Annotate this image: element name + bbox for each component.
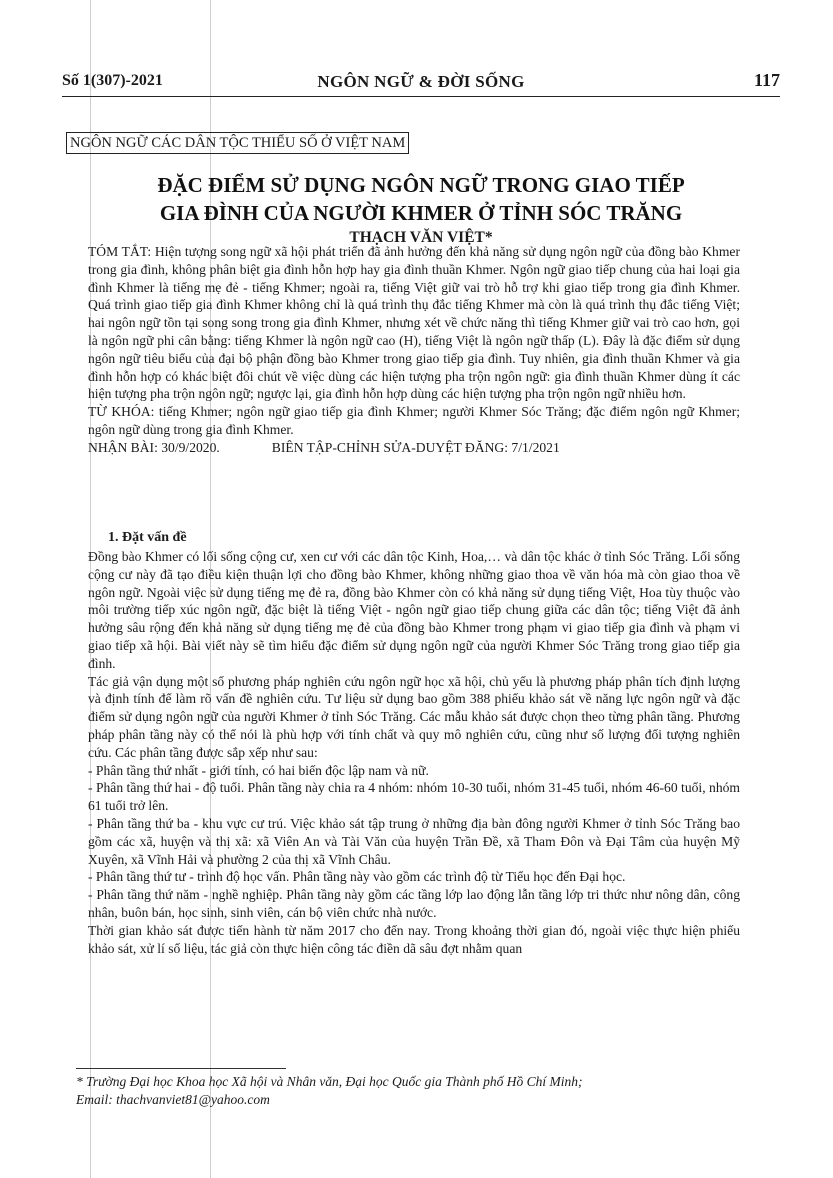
list-item: - Phân tầng thứ hai - độ tuổi. Phân tầng này chia ra 4 nhóm: nhóm 10-30 tuổi, nhóm 31-45 tuổi, nhóm 46-60 tuổi, nhóm 61 tuổi trở lên. — [88, 780, 740, 814]
abstract — [88, 243, 740, 457]
paragraph: Thời gian khảo sát được tiến hành từ năm 2017 cho đến nay. Trong khoảng thời gian đó, ngoài việc thực hiện phiếu khảo sát, xử lí số liệu, tác giả còn thực hiện công tác điền dã sâu đợt nhằm quan — [88, 922, 740, 956]
article-title — [62, 171, 780, 227]
section-heading: 1. Đặt vấn đề — [108, 530, 187, 545]
article-dates — [88, 439, 740, 457]
list-item: - Phân tầng thứ ba - khu vực cư trú. Việc khảo sát tập trung ở những địa bàn đông người Khmer ở tỉnh Sóc Trăng bao gồm các xã, huyện và thị xã: xã Viên An và Tài Văn của huyện Trần Đề, xã Tham Đôn và Đại Tâm của huyện Mỹ Xuyên, xã Vĩnh Hải và phường 2 của thị xã Vĩnh Châu. — [88, 815, 740, 867]
received-date: NHẬN BÀI: 30/9/2020. — [88, 439, 220, 455]
running-header — [62, 70, 780, 94]
scan-artifact-line — [210, 0, 211, 1178]
header-rule — [62, 96, 780, 97]
footnote-rule — [76, 1068, 286, 1069]
paragraph: Đồng bào Khmer có lối sống cộng cư, xen cư với các dân tộc Kinh, Hoa,… và dân tộc khác ở tỉnh Sóc Trăng. Lối sống cộng cư này đã tạo điều kiện thuận lợi cho đồng bào Khmer, không những giao thoa về văn hóa mà còn giao thoa về ngôn ngữ. Ngoài việc sử dụng tiếng mẹ đẻ ra, đồng bào Khmer còn có khả năng sử dụng tiếng Việt, Hoa tùy thuộc vào môi trường tiếp xúc ngôn ngữ, đặc biệt là tiếng Việt - ngôn ngữ giao tiếp chung giữa các dân tộc; tiếng Việt đã ảnh hưởng sâu rộng đến khả năng sử dụng tiếng mẹ đẻ của đồng bào Khmer trong phạm vi giao tiếp gia đình và phạm vi giao tiếp xã hội. Bài viết này sẽ tìm hiểu đặc điểm sử dụng ngôn ngữ của người Khmer Sóc Trăng trong giao tiếp gia đình. — [88, 549, 740, 671]
abstract-summary: TÓM TẮT: Hiện tượng song ngữ xã hội phát triển đã ảnh hưởng đến khả năng sử dụng ngôn ngữ của đồng bào Khmer trong gia đình, không phân biệt gia đình hỗn hợp hay gia đình thuần Khmer. Ngôn ngữ giao tiếp chung của hai loại gia đình Khmer là tiếng mẹ đẻ - tiếng Khmer; ngoài ra, tiếng Việt giữ vai trò hỗ trợ khi giao tiếp trong gia đình Khmer. Quá trình giao tiếp gia đình Khmer không chỉ là quá trình thụ đắc tiếng Khmer mà còn là quá trình thụ đắc tiếng Việt; hai ngôn ngữ tồn tại song song trong gia đình Khmer, nhưng xét về chức năng thì tiếng Khmer giữ vai trò cao hơn, gọi là ngôn ngữ phi cân bằng: tiếng Khmer là ngôn ngữ cao (H), tiếng Việt là ngôn ngữ thấp (L). Đây là đặc điểm sử dụng ngôn ngữ tiêu biểu của đại bộ phận đồng bào Khmer trong giao tiếp gia đình. Tuy nhiên, gia đình thuần Khmer và gia đình hỗn hợp có khác biệt đôi chút về việc dùng các hiện tượng pha trộn ngôn ngữ: gia đình thuần Khmer dùng ít các hiện tượng pha trộn ngôn ngữ; ngược lại, gia đình hỗn hợp dùng các hiện tượng pha trộn ngôn ngữ nhiều hơn. — [88, 244, 740, 402]
edited-date: BIÊN TẬP-CHỈNH SỬA-DUYỆT ĐĂNG: 7/1/2021 — [271, 439, 560, 455]
page-number: 117 — [753, 70, 780, 90]
journal-name: NGÔN NGỮ & ĐỜI SỐNG — [317, 72, 525, 91]
author-affiliation: * Trường Đại học Khoa học Xã hội và Nhân văn, Đại học Quốc gia Thành phố Hồ Chí Minh; — [76, 1074, 583, 1089]
list-item: - Phân tầng thứ năm - nghề nghiệp. Phân tầng này gồm các tầng lớp lao động lẫn tầng lớp tri thức như nông dân, công nhân, buôn bán, học sinh, sinh viên, cán bộ viên chức nhà nước. — [88, 887, 740, 920]
list-item: - Phân tầng thứ tư - trình độ học vấn. Phân tầng này vào gồm các trình độ từ Tiểu học đến Đại học. — [88, 869, 626, 885]
title-line-1: ĐẶC ĐIỂM SỬ DỤNG NGÔN NGỮ TRONG GIAO TIẾP — [157, 173, 685, 197]
author-email: Email: thachvanviet81@yahoo.com — [76, 1092, 270, 1107]
footnote — [76, 1073, 736, 1109]
list-item: - Phân tầng thứ nhất - giới tính, có hai biến độc lập nam và nữ. — [88, 762, 429, 778]
scan-artifact-line — [90, 0, 91, 1178]
abstract-keywords: TỪ KHÓA: tiếng Khmer; ngôn ngữ giao tiếp gia đình Khmer; người Khmer Sóc Trăng; đặc điểm ngôn ngữ Khmer; ngôn ngữ dùng trong gia đình Khmer. — [88, 404, 740, 437]
paragraph: Tác giả vận dụng một số phương pháp nghiên cứu ngôn ngữ học xã hội, chủ yếu là phương pháp phân tích định lượng và định tính để làm rõ vấn đề nghiên cứu. Tư liệu sử dụng bao gồm 388 phiếu khảo sát về năng lực ngôn ngữ và đặc điểm sử dụng ngôn ngữ của người Khmer ở tỉnh Sóc Trăng. Các mẫu khảo sát được chọn theo từng phân tầng. Phương pháp phân tầng này có thể nói là phù hợp với tính chất và quy mô nghiên cứu, cũng như số lượng đối tượng nghiên cứu. Các phân tầng được sắp xếp như sau: — [88, 673, 740, 760]
issue-number: Số 1(307)-2021 — [62, 72, 163, 89]
section-label: NGÔN NGỮ CÁC DÂN TỘC THIỂU SỐ Ở VIỆT NAM — [66, 132, 409, 154]
section-body — [88, 548, 740, 957]
author-name: THẠCH VĂN VIỆT* — [349, 229, 493, 246]
title-line-2: GIA ĐÌNH CỦA NGƯỜI KHMER Ở TỈNH SÓC TRĂNG — [159, 201, 683, 225]
